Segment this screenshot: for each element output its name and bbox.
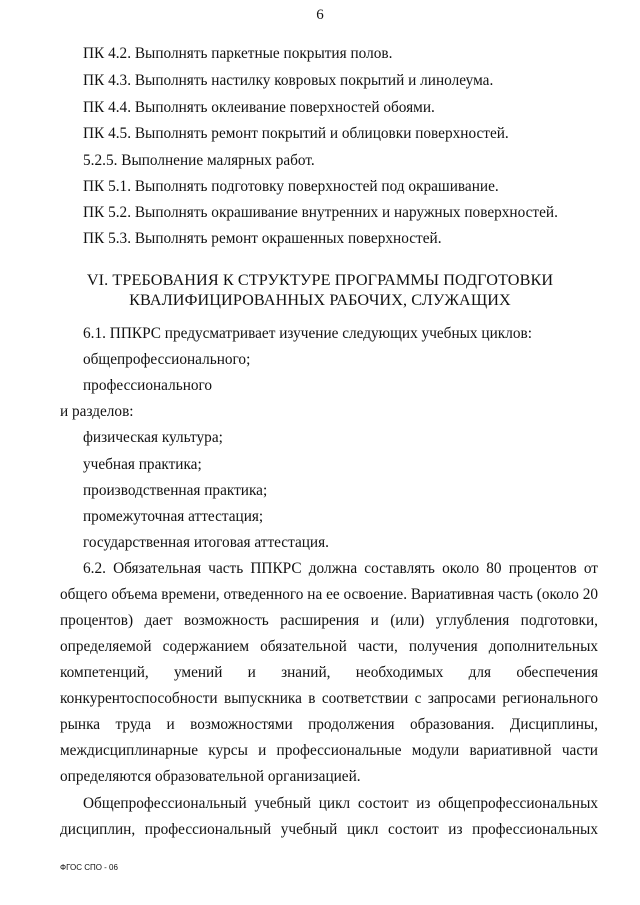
competency-line: ПК 5.3. Выполнять ремонт окрашенных поверхностей. [83,230,442,247]
list-item: государственная итоговая аттестация. [83,534,329,551]
paragraph-line: междисциплинарные курсы и профессиональные модули вариативной части [60,742,598,759]
list-item: промежуточная аттестация; [83,508,264,525]
paragraph-line: процентов) дает возможность расширения и (или) углубления подготовки, [60,612,598,629]
list-item: физическая культура; [83,429,223,446]
list-item: производственная практика; [83,482,268,499]
footer-label: ФГОС СПО - 06 [60,863,118,872]
subsection-line: 5.2.5. Выполнение малярных работ. [83,152,315,169]
sections-intro: и разделов: [60,403,134,420]
list-item: общепрофессионального; [83,351,251,368]
section-heading-line-1: VI. ТРЕБОВАНИЯ К СТРУКТУРЕ ПРОГРАММЫ ПОДГОТОВКИ [86,271,554,289]
list-item: учебная практика; [83,456,202,473]
competency-line: ПК 5.1. Выполнять подготовку поверхностей под окрашивание. [83,178,499,195]
paragraph-line: 6.2. Обязательная часть ППКРС должна составлять около 80 процентов от [83,560,598,577]
paragraph-line: рынка труда и возможностями продолжения образования. Дисциплины, [60,716,598,733]
paragraph-line: компетенций, умений и знаний, необходимых для обеспечения [60,664,598,681]
page-number: 6 [316,7,324,23]
paragraph-line: дисциплин, профессиональный учебный цикл состоит из профессиональных [60,821,598,838]
competency-line: ПК 5.2. Выполнять окрашивание внутренних и наружных поверхностей. [83,204,558,221]
competency-line: ПК 4.5. Выполнять ремонт покрытий и облицовки поверхностей. [83,125,509,142]
paragraph-line: конкурентоспособности выпускника в соответствии с запросами регионального [60,690,598,707]
paragraph-line: Общепрофессиональный учебный цикл состоит из общепрофессиональных [83,795,598,812]
paragraph-line: определяются образовательной организацией. [60,768,361,785]
section-heading-line-2: КВАЛИФИЦИРОВАННЫХ РАБОЧИХ, СЛУЖАЩИХ [129,291,511,309]
paragraph-line: определяемой содержанием обязательной части, получения дополнительных [60,638,598,655]
paragraph-intro: 6.1. ППКРС предусматривает изучение следующих учебных циклов: [83,325,532,342]
competency-line: ПК 4.3. Выполнять настилку ковровых покрытий и линолеума. [83,72,494,89]
paragraph-line: общего объема времени, отведенного на ее освоение. Вариативная часть (около 20 [60,586,598,603]
list-item: профессионального [83,377,213,394]
competency-line: ПК 4.4. Выполнять оклеивание поверхностей обоями. [83,99,435,116]
competency-line: ПК 4.2. Выполнять паркетные покрытия полов. [83,45,393,62]
